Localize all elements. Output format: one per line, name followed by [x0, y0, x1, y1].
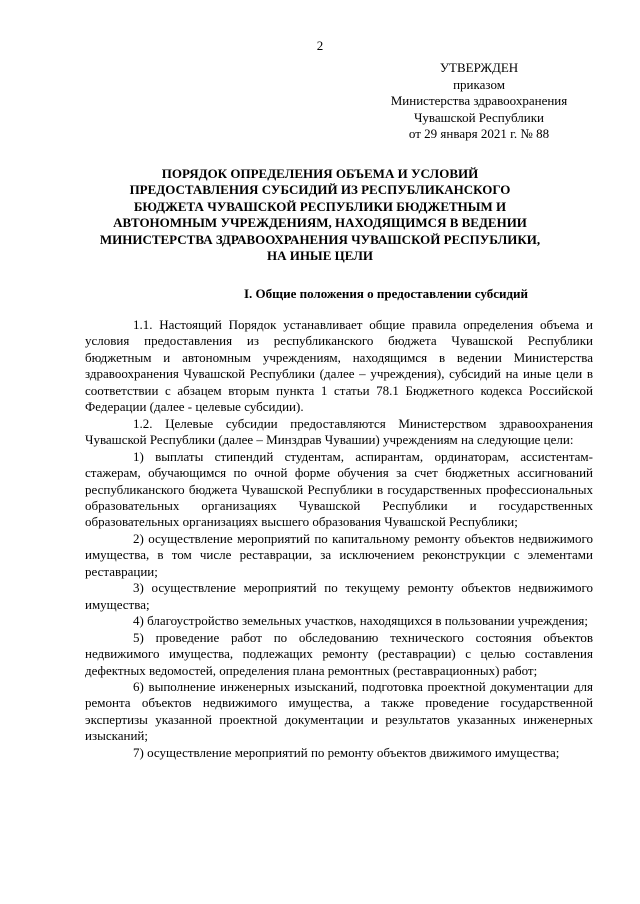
paragraph-1-2: 1.2. Целевые субсидии предоставляются Министерством здравоохранения Чувашской Республики (далее – Минздрав Чувашии) учреждениям на следующие цели:: [85, 415, 593, 448]
approval-line: от 29 января 2021 г. № 88: [408, 126, 550, 142]
list-item-5: 5) проведение работ по обследованию технического состояния объектов недвижимого имущества, подлежащих ремонту (реставрации) с целью составления дефектных ведомостей, определения плана ремонтных (реставрационных) работ;: [85, 629, 593, 678]
page-number: 2: [316, 38, 324, 53]
paragraph-1-1: 1.1. Настоящий Порядок устанавливает общие правила определения объема и условия предоставления из республиканского бюджета Чувашской Республики бюджетным и автономным учреждениям, находящимся в ведении Министерства здравоохранения Чувашской Республики (далее – учреждения), субсидий на иные цели в соответствии с абзацем вторым пункта 1 статьи 78.1 Бюджетного кодекса Российской Федерации (далее - целевые субсидии).: [85, 317, 593, 415]
list-item-4: 4) благоустройство земельных участков, находящихся в пользовании учреждения;: [133, 613, 588, 629]
approval-line: УТВЕРЖДЕН: [439, 60, 519, 75]
approval-line: приказом: [453, 76, 505, 92]
title-line: МИНИСТЕРСТВА ЗДРАВООХРАНЕНИЯ ЧУВАШСКОЙ РЕСПУБЛИКИ,: [99, 231, 541, 247]
document-title: [90, 166, 550, 264]
title-line: АВТОНОМНЫМ УЧРЕЖДЕНИЯМ, НАХОДЯЩИМСЯ В ВЕДЕНИИ: [113, 215, 527, 231]
approval-stamp: [374, 60, 584, 143]
list-item-1: 1) выплаты стипендий студентам, аспирантам, ординаторам, ассистентам-стажерам, обучающимся по очной форме обучения за счет бюджетных ассигнований республиканского бюджета Чувашской Республики в государственных профессиональных образовательных организациях Чувашской Республики и государственных образовательных организациях высшего образования Чувашской Республики;: [85, 448, 593, 530]
approval-line: Чувашской Республики: [413, 109, 545, 125]
section-heading: I. Общие положения о предоставлении субсидий: [243, 286, 529, 301]
title-line: ПРЕДОСТАВЛЕНИЯ СУБСИДИЙ ИЗ РЕСПУБЛИКАНСКОГО: [129, 182, 511, 198]
title-line: НА ИНЫЕ ЦЕЛИ: [266, 248, 374, 264]
list-item-7: 7) осуществление мероприятий по ремонту объектов движимого имущества;: [133, 744, 560, 760]
approval-line: Министерства здравоохранения: [390, 93, 568, 109]
list-item-3: 3) осуществление мероприятий по текущему ремонту объектов недвижимого имущества;: [85, 580, 593, 612]
title-line: ПОРЯДОК ОПРЕДЕЛЕНИЯ ОБЪЕМА И УСЛОВИЙ: [161, 166, 479, 181]
title-line: БЮДЖЕТА ЧУВАШСКОЙ РЕСПУБЛИКИ БЮДЖЕТНЫМ И: [133, 198, 507, 214]
list-item-6: 6) выполнение инженерных изысканий, подготовка проектной документации для ремонта объектов недвижимого имущества, а также проведение государственной экспертизы указанной проектной документации и результатов указанных инженерных изысканий;: [85, 678, 593, 744]
list-item-2: 2) осуществление мероприятий по капитальному ремонту объектов недвижимого имущества, в том числе реставрации, за исключением реконструкции с элементами реставрации;: [85, 530, 593, 579]
document-body: [85, 317, 593, 761]
